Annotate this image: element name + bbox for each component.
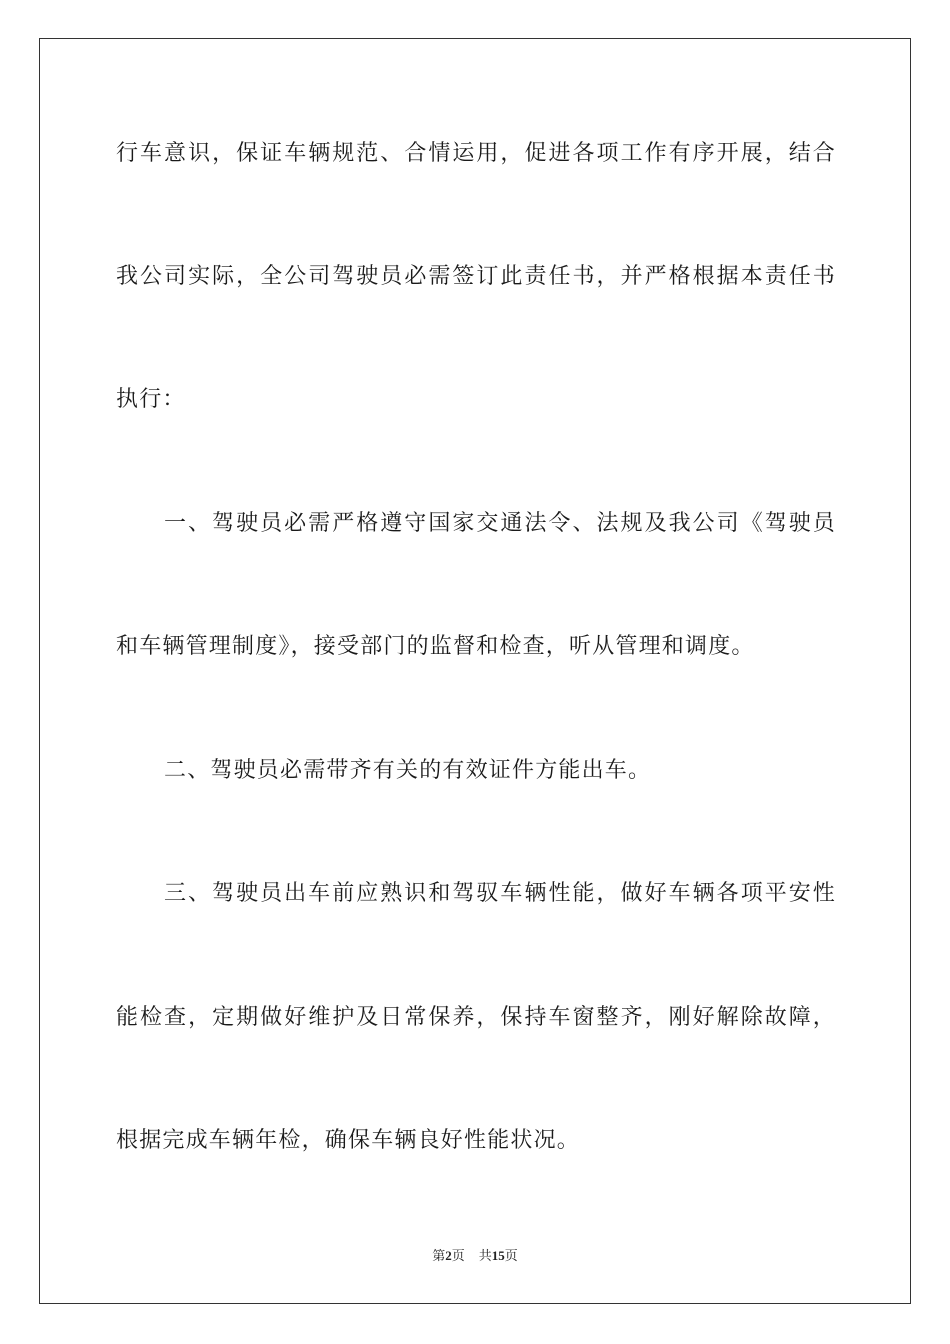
page-footer: [0, 1247, 950, 1266]
total-suffix: 页: [504, 1249, 518, 1264]
text-line-6: 二、驾驶员必需带齐有关的有效证件方能出车。: [164, 758, 652, 783]
text-line-4: 一、驾驶员必需严格遵守国家交通法令、法规及我公司《驾驶员: [164, 511, 836, 536]
page-prefix: 第: [432, 1249, 446, 1264]
text-line-9: 根据完成车辆年检，确保车辆良好性能状况。: [116, 1128, 581, 1153]
page-border: [39, 38, 911, 1304]
page-number: 2: [445, 1248, 452, 1263]
text-line-2: 我公司实际，全公司驾驶员必需签订此责任书，并严格根据本责任书: [116, 264, 836, 289]
page-suffix: 页: [451, 1249, 465, 1264]
total-pages: 15: [491, 1248, 505, 1263]
text-line-3: 执行：: [116, 387, 186, 412]
text-line-1: 行车意识，保证车辆规范、合情运用，促进各项工作有序开展，结合: [116, 141, 836, 166]
text-line-8: 能检查，定期做好维护及日常保养，保持车窗整齐，刚好解除故障，: [116, 1005, 836, 1030]
text-line-5: 和车辆管理制度》，接受部门的监督和检查，听从管理和调度。: [116, 634, 755, 659]
total-prefix: 共: [478, 1249, 492, 1264]
text-line-7: 三、驾驶员出车前应熟识和驾驭车辆性能，做好车辆各项平安性: [164, 881, 836, 906]
